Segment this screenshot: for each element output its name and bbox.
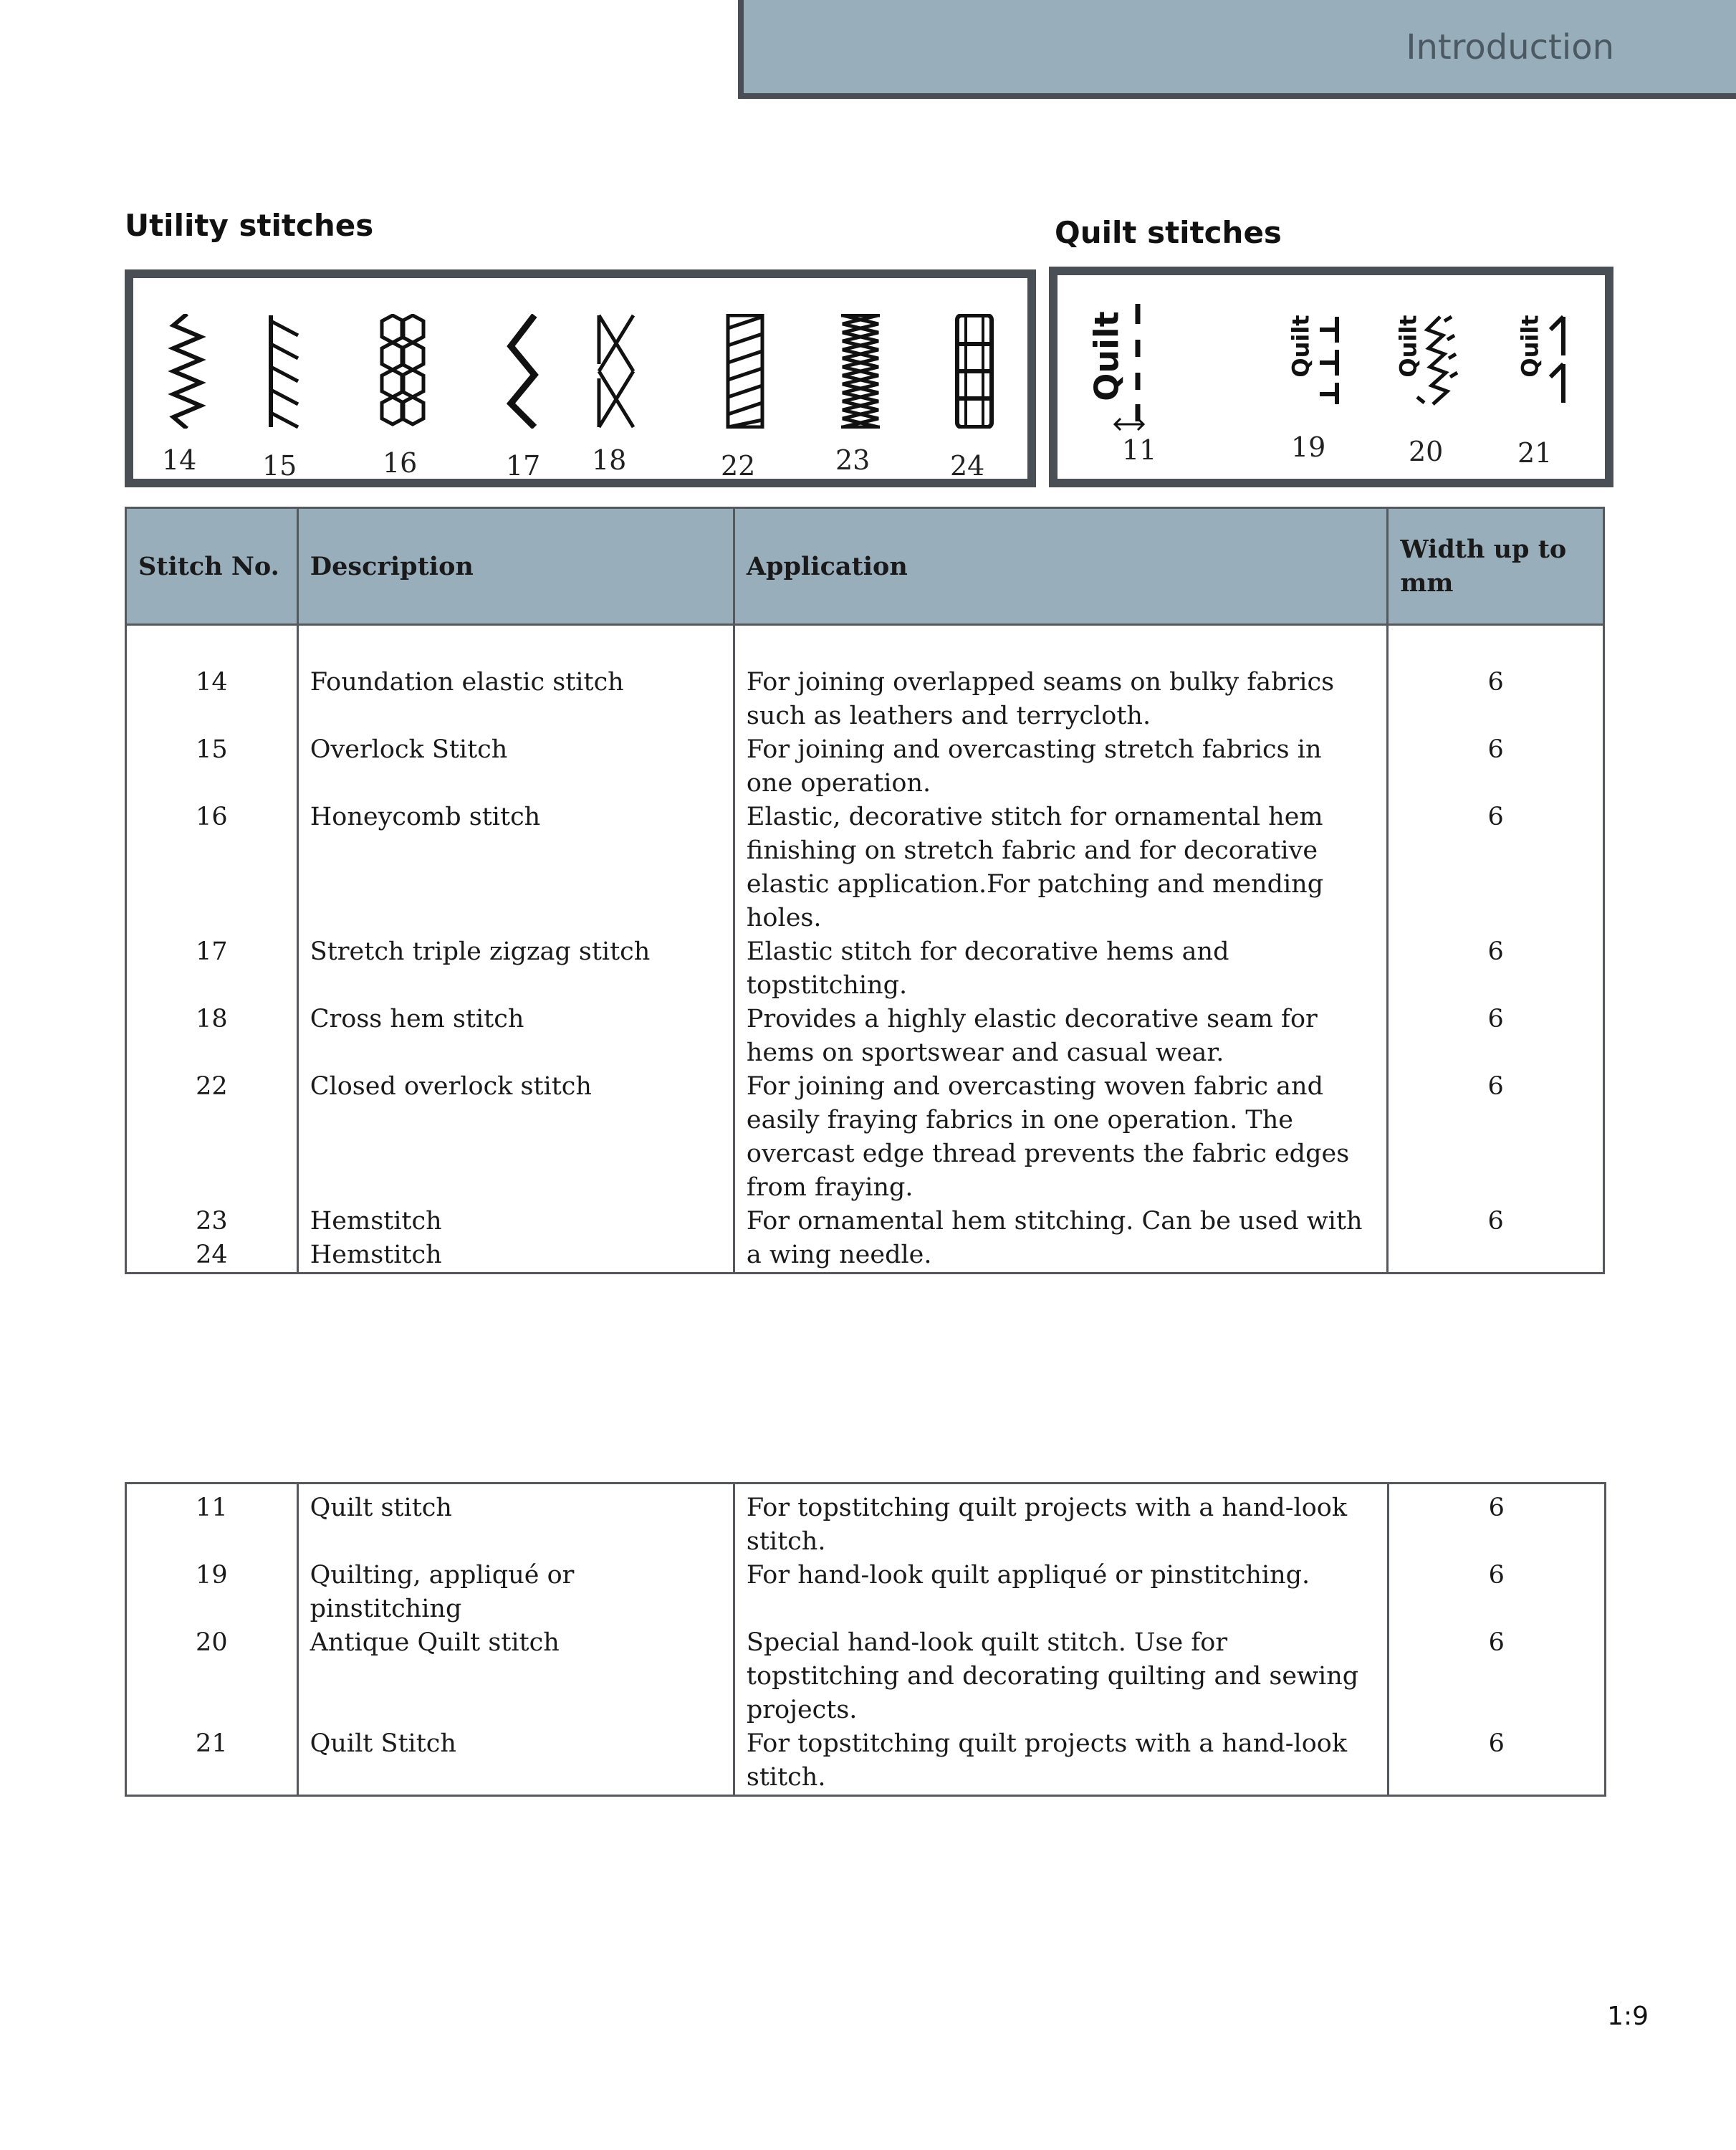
table-row bbox=[126, 733, 1604, 801]
cell-application: Elastic stitch for decorative hems and topstitching. bbox=[734, 935, 1387, 1003]
header-description: Description bbox=[297, 508, 734, 625]
cell-no: 16 bbox=[126, 801, 298, 935]
table-row bbox=[126, 1559, 1606, 1626]
stitch-18 bbox=[592, 278, 649, 479]
stitch-24 bbox=[950, 278, 1007, 482]
cell-application: Provides a highly elastic decorative seam for hems on sportswear and casual wear. bbox=[734, 1003, 1387, 1070]
cell-width: 6 bbox=[1388, 1727, 1606, 1796]
cell-description: Antique Quilt stitch bbox=[297, 1626, 734, 1727]
hemstitch-ladder-icon bbox=[950, 314, 1000, 429]
quilt-label: Quilt bbox=[1287, 315, 1315, 378]
cell-description: Stretch triple zigzag stitch bbox=[297, 935, 734, 1003]
cell-no: 15 bbox=[126, 733, 298, 801]
stitch-19 bbox=[1272, 275, 1366, 479]
stitch-15 bbox=[255, 278, 312, 482]
stitch-number: 24 bbox=[950, 450, 985, 482]
hemstitch-icon bbox=[835, 314, 886, 429]
cell-application: For joining and overcasting stretch fabrics in one operation. bbox=[734, 733, 1387, 801]
cell-application: Elastic, decorative stitch for ornamental hem finishing on stretch fabric and for decorative elastic application.For patching and mending holes. bbox=[734, 801, 1387, 935]
cell-application: For hand-look quilt appliqué or pinstitching. bbox=[734, 1559, 1388, 1626]
cell-no: 20 bbox=[126, 1626, 298, 1727]
cell-application: For ornamental hem stitching. Can be used with a wing needle. bbox=[734, 1205, 1387, 1274]
quilt-antique-icon bbox=[1411, 314, 1462, 407]
stitch-number: 22 bbox=[721, 450, 756, 482]
cell-width: 6 bbox=[1388, 1205, 1604, 1274]
quilt-stitch-table bbox=[125, 1482, 1606, 1797]
cell-no: 14 bbox=[126, 666, 298, 733]
stitch-20 bbox=[1380, 275, 1473, 479]
table-row bbox=[126, 801, 1604, 935]
stitch-22 bbox=[721, 278, 778, 482]
elastic-zigzag-icon bbox=[168, 314, 206, 429]
cell-application: Special hand-look quilt stitch. Use for topstitching and decorating quilting and sewing projects. bbox=[734, 1626, 1388, 1727]
section-header-title: Introduction bbox=[1406, 27, 1614, 67]
page-number: 1:9 bbox=[1607, 2002, 1649, 2031]
stitch-number: 14 bbox=[162, 444, 197, 476]
cell-no: 11 bbox=[126, 1491, 298, 1559]
header-width: Width up to mm bbox=[1388, 508, 1604, 625]
quilt-stitches-title: Quilt stitches bbox=[1055, 215, 1282, 250]
table-row bbox=[126, 1070, 1604, 1205]
stitch-21 bbox=[1502, 275, 1595, 479]
cell-width: 6 bbox=[1388, 1626, 1606, 1727]
cell-application: For joining overlapped seams on bulky fabrics such as leathers and terrycloth. bbox=[734, 666, 1387, 733]
quilt-label: Quilt bbox=[1516, 315, 1544, 378]
utility-stitch-table bbox=[125, 507, 1605, 1274]
cell-application: For topstitching quilt projects with a hand-look stitch. bbox=[734, 1727, 1388, 1796]
cell-width: 6 bbox=[1388, 1491, 1606, 1559]
cell-width: 6 bbox=[1388, 1559, 1606, 1626]
stitch-number: 20 bbox=[1409, 436, 1444, 467]
table-row bbox=[126, 1205, 1604, 1274]
quilt-straight-icon bbox=[1086, 304, 1165, 433]
quilt-hand-look-icon bbox=[1542, 314, 1578, 407]
stitch-14 bbox=[162, 278, 219, 479]
table-row bbox=[126, 1003, 1604, 1070]
header-application: Application bbox=[734, 508, 1387, 625]
stitch-16 bbox=[377, 278, 434, 479]
stitch-number: 21 bbox=[1517, 437, 1553, 469]
cell-description: Quilt Stitch bbox=[297, 1727, 734, 1796]
stitch-23 bbox=[835, 278, 893, 479]
quilt-label: Quilt bbox=[1087, 311, 1126, 401]
table-row bbox=[126, 1626, 1606, 1727]
cell-application: For joining and overcasting woven fabric and easily fraying fabrics in one operation. The overcast edge thread prevents the fabric edges from fraying. bbox=[734, 1070, 1387, 1205]
cell-description: Hemstitch Hemstitch bbox=[297, 1205, 734, 1274]
cell-width: 6 bbox=[1388, 935, 1604, 1003]
stitch-11 bbox=[1072, 275, 1172, 479]
cell-no: 17 bbox=[126, 935, 298, 1003]
table-row bbox=[126, 666, 1604, 733]
stitch-17 bbox=[499, 278, 556, 482]
overlock-icon bbox=[255, 314, 305, 429]
cell-no: 19 bbox=[126, 1559, 298, 1626]
quilt-label: Quilt bbox=[1394, 315, 1422, 378]
closed-overlock-icon bbox=[721, 314, 771, 429]
utility-stitches-title: Utility stitches bbox=[125, 208, 374, 243]
stitch-number: 23 bbox=[835, 444, 871, 476]
stitch-number: 11 bbox=[1122, 434, 1157, 466]
cell-width: 6 bbox=[1388, 666, 1604, 733]
cell-width: 6 bbox=[1388, 801, 1604, 935]
cell-no: 21 bbox=[126, 1727, 298, 1796]
cell-width: 6 bbox=[1388, 1003, 1604, 1070]
utility-stitch-panel bbox=[125, 269, 1036, 487]
cell-application: For topstitching quilt projects with a hand-look stitch. bbox=[734, 1491, 1388, 1559]
cell-description: Closed overlock stitch bbox=[297, 1070, 734, 1205]
stitch-number: 15 bbox=[262, 450, 297, 482]
cell-description: Cross hem stitch bbox=[297, 1003, 734, 1070]
cell-no: 22 bbox=[126, 1070, 298, 1205]
stitch-number: 17 bbox=[506, 450, 541, 482]
header-bar bbox=[738, 0, 1736, 99]
table-row bbox=[126, 935, 1604, 1003]
cell-no: 23 24 bbox=[126, 1205, 298, 1274]
cell-description: Quilting, appliqué or pinstitching bbox=[297, 1559, 734, 1626]
header-stitch-no: Stitch No. bbox=[126, 508, 298, 625]
cell-width: 6 bbox=[1388, 733, 1604, 801]
cell-description: Honeycomb stitch bbox=[297, 801, 734, 935]
quilt-applique-icon bbox=[1313, 314, 1348, 407]
cell-description: Overlock Stitch bbox=[297, 733, 734, 801]
cell-description: Foundation elastic stitch bbox=[297, 666, 734, 733]
stitch-number: 16 bbox=[383, 447, 418, 479]
triple-zigzag-icon bbox=[502, 314, 545, 429]
table-row bbox=[126, 1491, 1606, 1559]
cell-no: 18 bbox=[126, 1003, 298, 1070]
table-row bbox=[126, 1727, 1606, 1796]
stitch-number: 18 bbox=[592, 444, 627, 476]
quilt-stitch-panel bbox=[1049, 267, 1613, 487]
cell-width: 6 bbox=[1388, 1070, 1604, 1205]
table-header-row bbox=[126, 508, 1604, 625]
cross-hem-icon bbox=[592, 314, 642, 429]
honeycomb-icon bbox=[377, 314, 427, 429]
cell-description: Quilt stitch bbox=[297, 1491, 734, 1559]
stitch-number: 19 bbox=[1291, 431, 1326, 463]
